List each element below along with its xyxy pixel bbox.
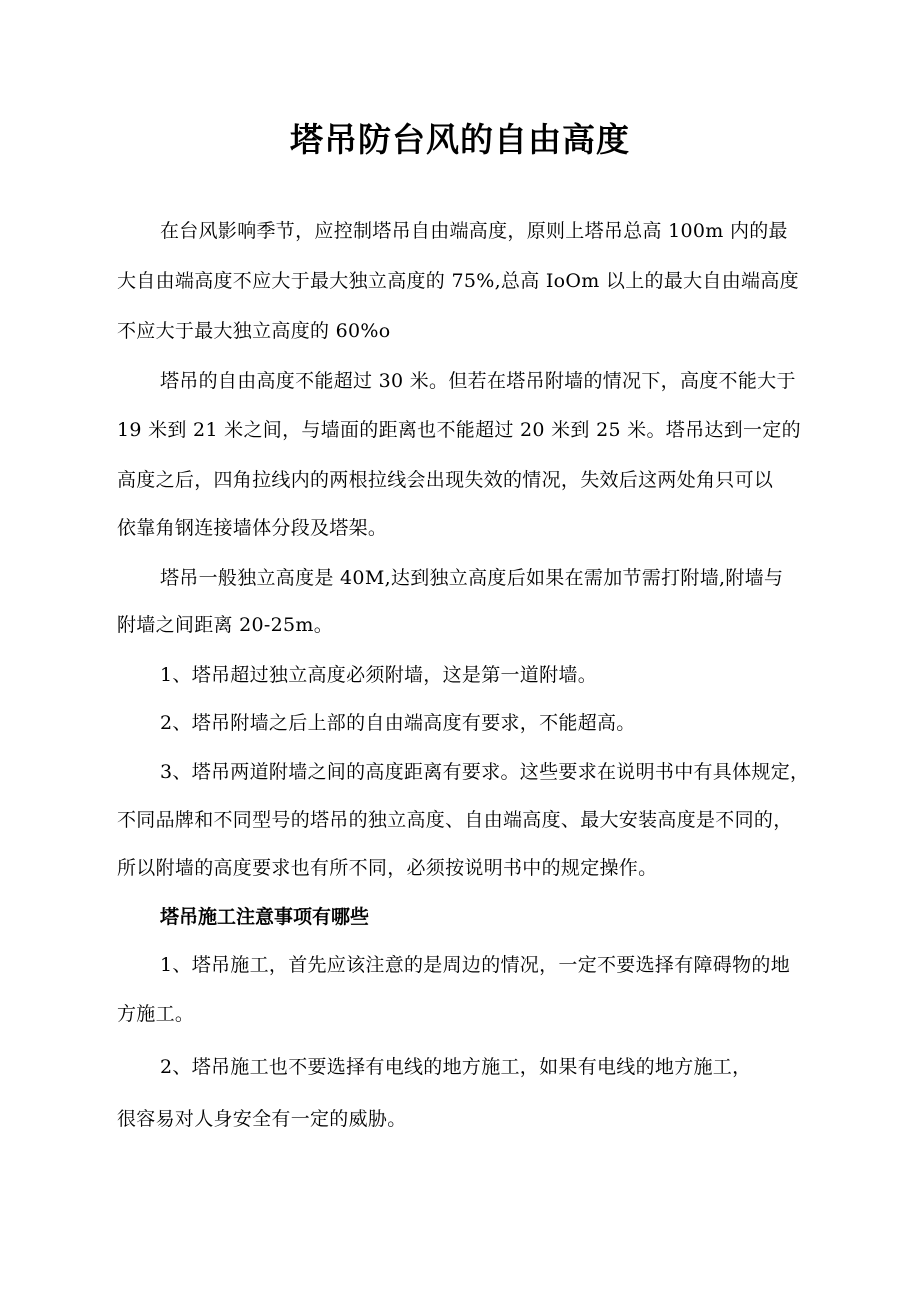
section-heading: 塔吊施工注意事项有哪些 — [160, 906, 370, 928]
paragraph-1-line-3: 不应大于最大独立高度的 60%o — [117, 320, 391, 342]
section2-item-1-line-1: 1、塔吊施工，首先应该注意的是周边的情况，一定不要选择有障碍物的地 — [160, 954, 790, 976]
paragraph-2-line-4: 依靠角钢连接墙体分段及塔架。 — [117, 517, 388, 539]
paragraph-3-line-2: 附墙之间距离 20-25m。 — [117, 614, 334, 636]
list-item-1: 1、塔吊超过独立高度必须附墙，这是第一道附墙。 — [160, 664, 597, 686]
section2-item-1-line-2: 方施工。 — [117, 1003, 195, 1025]
list-item-3-line-3: 所以附墙的高度要求也有所不同，必须按说明书中的规定操作。 — [117, 857, 658, 879]
paragraph-3-line-1: 塔吊一般独立高度是 40M,达到独立高度后如果在需加节需打附墙,附墙与 — [160, 567, 784, 589]
section2-item-2-line-1: 2、塔吊施工也不要选择有电线的地方施工，如果有电线的地方施工， — [160, 1056, 752, 1078]
paragraph-1-line-1: 在台风影响季节，应控制塔吊自由端高度，原则上塔吊总高 100m 内的最 — [160, 220, 788, 242]
list-item-2: 2、塔吊附墙之后上部的自由端高度有要求，不能超高。 — [160, 712, 636, 734]
list-item-3-line-1: 3、塔吊两道附墙之间的高度距离有要求。这些要求在说明书中有具体规定， — [160, 761, 810, 783]
paragraph-2-line-3: 高度之后，四角拉线内的两根拉线会出现失效的情况，失效后这两处角只可以 — [117, 469, 774, 491]
paragraph-2-line-2: 19 米到 21 米之间，与墙面的距离也不能超过 20 米到 25 米。塔吊达到一定的 — [117, 419, 801, 441]
paragraph-2-line-1: 塔吊的自由高度不能超过 30 米。但若在塔吊附墙的情况下，高度不能大于 — [160, 370, 796, 392]
list-item-3-line-2: 不同品牌和不同型号的塔吊的独立高度、自由端高度、最大安装高度是不同的， — [117, 809, 793, 831]
section2-item-2-line-2: 很容易对人身安全有一定的威胁。 — [117, 1108, 407, 1130]
paragraph-1-line-2: 大自由端高度不应大于最大独立高度的 75%,总高 IoOm 以上的最大自由端高度 — [117, 270, 799, 292]
page-title: 塔吊防台风的自由高度 — [290, 120, 630, 159]
